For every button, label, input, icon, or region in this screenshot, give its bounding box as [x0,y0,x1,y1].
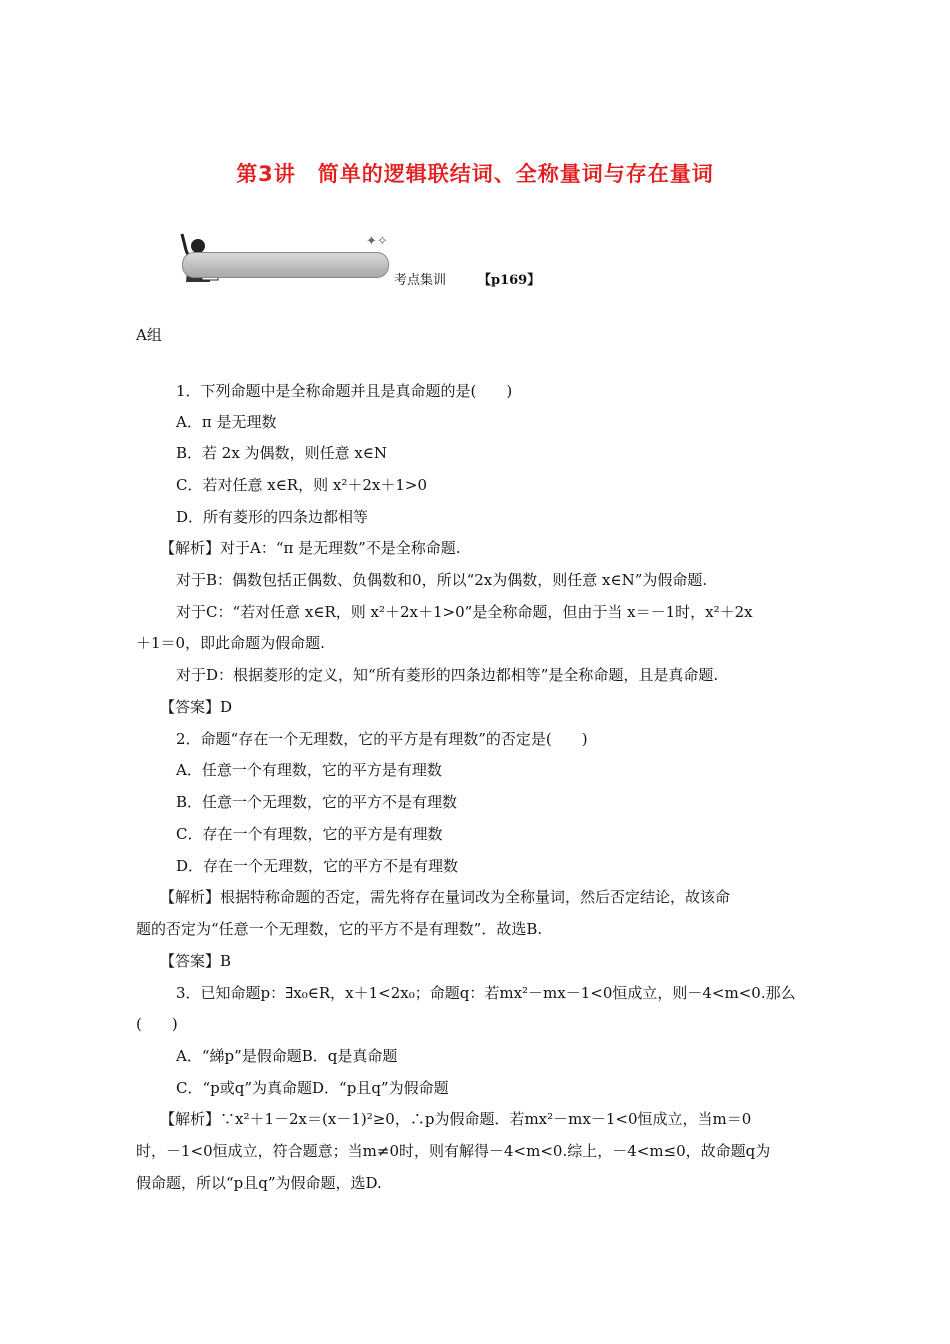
q1-answer: 【答案】D [160,698,233,716]
banner-label: 考点集训 [394,273,447,288]
group-label: A组 [136,326,162,344]
page-title: 第3讲 简单的逻辑联结词、全称量词与存在量词 [236,162,714,186]
q1-solution-4: 对于D：根据菱形的定义，知“所有菱形的四条边都相等”是全称命题，且是真命题. [176,666,719,684]
q1-solution-2: 对于B：偶数包括正偶数、负偶数和0，所以“2x为偶数，则任意 x∈N”为假命题. [176,571,708,589]
q2-stem: 2．命题“存在一个无理数，它的平方是有理数”的否定是( ) [176,730,588,748]
q3-solution-1a: 【解析】∵x²＋1－2x＝(x－1)²≥0，∴p为假命题．若mx²－mx－1<0恒成立，当m＝0 [160,1110,752,1128]
sparkle-icon: ✦✧ [366,234,388,249]
banner-bar [182,252,389,278]
q3-solution-1c: 假命题，所以“p且q”为假命题，选D. [136,1174,382,1192]
q2-answer: 【答案】B [160,952,232,970]
q1-option-b: B．若 2x 为偶数，则任意 x∈N [176,444,388,462]
q2-option-c: C．存在一个有理数，它的平方是有理数 [176,825,443,843]
q3-options-cd: C．“p或q”为真命题D．“p且q”为假命题 [176,1079,449,1097]
q3-options-ab: A．“綈p”是假命题B．q是真命题 [176,1047,398,1065]
q1-solution-3b: ＋1＝0，即此命题为假命题. [136,634,325,652]
q1-solution-1: 【解析】对于A：“π 是无理数”不是全称命题. [160,539,461,557]
q2-option-d: D．存在一个无理数，它的平方不是有理数 [176,857,459,875]
q1-option-a: A．π 是无理数 [176,413,277,431]
section-banner [172,230,572,290]
q1-stem: 1．下列命题中是全称命题并且是真命题的是( ) [176,382,513,400]
q3-stem-a: 3．已知命题p：∃x₀∈R，x＋1<2x₀；命题q：若mx²－mx－1<0恒成立，则－4<m<0.那么 [176,984,796,1002]
q2-solution-1a: 【解析】根据特称命题的否定，需先将存在量词改为全称量词，然后否定结论，故该命 [160,888,731,906]
q3-stem-b: ( ) [136,1015,178,1033]
q3-solution-1b: 时，－1<0恒成立，符合题意；当m≠0时，则有解得－4<m<0.综上，－4<m≤0，故命题q为 [136,1142,771,1160]
q2-option-a: A．任意一个有理数，它的平方是有理数 [176,761,442,779]
banner-page-ref: 【p169】 [478,273,541,288]
q2-option-b: B．任意一个无理数，它的平方不是有理数 [176,793,458,811]
q1-option-c: C．若对任意 x∈R，则 x²＋2x＋1>0 [176,476,428,494]
q1-option-d: D．所有菱形的四条边都相等 [176,508,369,526]
q1-solution-3a: 对于C：“若对任意 x∈R，则 x²＋2x＋1>0”是全称命题，但由于当 x＝－1时，x²＋2x [176,603,753,621]
q2-solution-1b: 题的否定为“任意一个无理数，它的平方不是有理数”．故选B. [136,920,543,938]
